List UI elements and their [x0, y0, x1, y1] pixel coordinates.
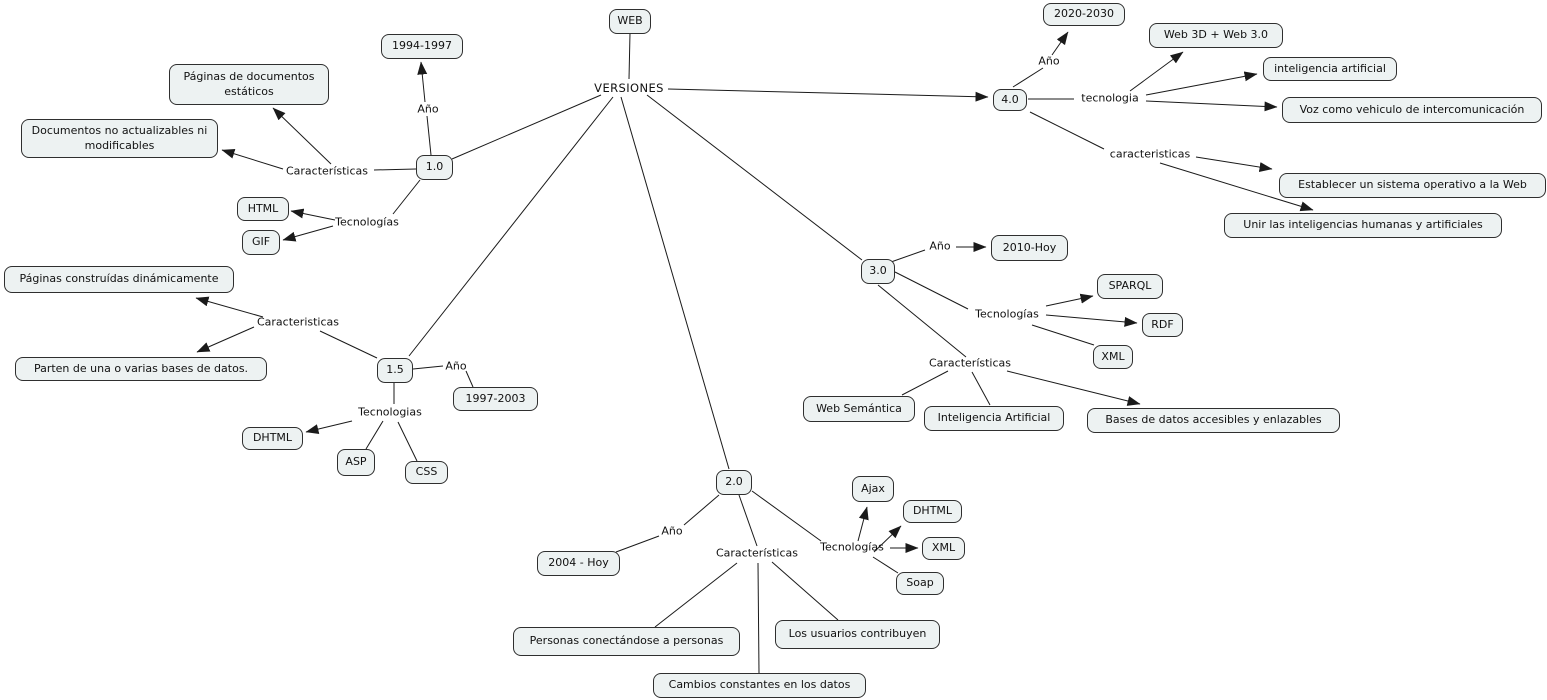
link-label-tecnologia-4-0[interactable]: tecnologia	[1081, 91, 1139, 105]
node-tecnologia-4-0-ia[interactable]: inteligencia artificial	[1263, 57, 1397, 81]
edge-versiones-v15	[409, 97, 613, 356]
edge-tecno-gif	[283, 226, 333, 240]
edge-tecno-css	[398, 422, 417, 461]
edge-versiones-v10	[452, 95, 601, 159]
node-tecnologia-1-0-html[interactable]: HTML	[237, 197, 289, 221]
edge-web-versiones	[629, 33, 630, 79]
edge-caract-parten	[197, 327, 254, 352]
edge-tecno-rdf	[1046, 315, 1137, 323]
node-tecnologia-1-5-css[interactable]: CSS	[405, 461, 448, 484]
edge-v40-caract	[1030, 112, 1104, 149]
node-tecnologia-3-0-xml[interactable]: XML	[1093, 345, 1133, 369]
edge-tecno-ajax	[858, 507, 867, 541]
edge-v30-tecno	[895, 272, 968, 309]
link-label-anio-1-0[interactable]: Año	[417, 102, 439, 116]
edge-tecno-soap	[873, 557, 898, 573]
node-year-1-5[interactable]: 1997-2003	[453, 387, 538, 411]
link-label-anio-2-0[interactable]: Año	[661, 524, 683, 538]
link-label-caracteristicas-1-5[interactable]: Caracteristicas	[256, 315, 340, 329]
link-label-tecnologias-2-0[interactable]: Tecnologías	[820, 540, 884, 554]
edge-tecno-ia2	[1146, 74, 1257, 95]
edge-caract-documentos	[222, 150, 283, 169]
edges-v30	[878, 247, 1140, 405]
node-version-2-0[interactable]: 2.0	[716, 470, 752, 495]
edge-v30-anio	[891, 250, 925, 262]
node-version-4-0[interactable]: 4.0	[993, 89, 1027, 111]
node-caracteristica-1-0-b[interactable]: Documentos no actualizables ni modificables	[21, 119, 218, 158]
edge-caract-ia	[972, 372, 990, 405]
node-tecnologia-3-0-sparql[interactable]: SPARQL	[1097, 274, 1163, 299]
link-label-caracteristicas-2-0[interactable]: Características	[715, 546, 799, 560]
edge-anio-1997	[466, 371, 473, 387]
node-year-2-0[interactable]: 2004 - Hoy	[537, 551, 620, 576]
edge-caract-cambios	[758, 563, 759, 673]
edge-tecno-html	[291, 211, 335, 220]
node-version-1-5[interactable]: 1.5	[377, 358, 413, 383]
edge-tecno-voz	[1146, 101, 1277, 107]
edge-v10-tecno	[393, 180, 420, 214]
edge-versiones-v30	[647, 95, 862, 260]
edge-versiones-v40	[668, 89, 988, 97]
node-caracteristica-1-5-b[interactable]: Parten de una o varias bases de datos.	[15, 357, 267, 381]
edge-v15-caract	[320, 331, 377, 358]
edge-tecno-sparql	[1046, 296, 1093, 306]
node-tecnologia-2-0-xml[interactable]: XML	[922, 537, 965, 560]
link-label-anio-3-0[interactable]: Año	[929, 239, 951, 253]
edge-v10-anio	[427, 116, 431, 155]
node-tecnologia-3-0-rdf[interactable]: RDF	[1142, 313, 1183, 337]
edge-v20-caract	[739, 495, 757, 546]
node-tecnologia-4-0-web3d[interactable]: Web 3D + Web 3.0	[1149, 23, 1283, 48]
edge-v10-caract	[374, 169, 416, 170]
edge-anio-1994	[421, 62, 425, 102]
link-label-caracteristicas-3-0[interactable]: Características	[928, 356, 1012, 370]
edge-tecno-dhtml	[306, 421, 352, 432]
edge-v20-anio	[684, 495, 719, 525]
node-tecnologia-2-0-ajax[interactable]: Ajax	[852, 476, 894, 502]
node-year-1-0[interactable]: 1994-1997	[381, 34, 463, 59]
node-tecnologia-1-0-gif[interactable]: GIF	[242, 230, 280, 255]
edge-v40-anio	[1013, 68, 1043, 87]
node-year-4-0[interactable]: 2020-2030	[1043, 3, 1125, 26]
node-tecnologia-2-0-soap[interactable]: Soap	[896, 572, 944, 595]
node-caracteristica-1-5-a[interactable]: Páginas construídas dinámicamente	[4, 266, 234, 293]
edge-v20-tecno	[752, 491, 821, 541]
node-caracteristica-4-0-a[interactable]: Establecer un sistema operativo a la Web	[1279, 173, 1546, 198]
edge-caract-personas	[655, 563, 737, 627]
node-caracteristica-2-0-a[interactable]: Personas conectándose a personas	[513, 627, 740, 656]
edge-caract-websemantica	[902, 371, 948, 395]
node-caracteristica-4-0-b[interactable]: Unir las inteligencias humanas y artificiales	[1224, 213, 1502, 238]
node-tecnologia-2-0-dhtml[interactable]: DHTML	[903, 500, 962, 523]
edge-caract-paginas-estaticos	[273, 108, 331, 164]
edge-anio-2020	[1052, 32, 1068, 55]
node-version-1-0[interactable]: 1.0	[416, 155, 453, 180]
node-web[interactable]: WEB	[609, 9, 651, 34]
node-caracteristica-2-0-c[interactable]: Los usuarios contribuyen	[775, 620, 940, 649]
edge-tecno-asp	[366, 421, 383, 449]
link-label-tecnologias-3-0[interactable]: Tecnologías	[975, 307, 1039, 321]
link-label-tecnologias-1-5[interactable]: Tecnologias	[358, 405, 422, 419]
edge-caract-usuarios	[772, 562, 838, 620]
node-year-3-0[interactable]: 2010-Hoy	[991, 235, 1068, 261]
edge-caract-bases	[1007, 371, 1140, 404]
edge-caract-paginas-dinamicas	[196, 298, 263, 317]
edge-caract-establecer	[1196, 157, 1272, 169]
edge-versiones-v20	[621, 97, 729, 469]
node-tecnologia-1-5-dhtml[interactable]: DHTML	[242, 427, 303, 450]
node-caracteristica-3-0-c[interactable]: Bases de datos accesibles y enlazables	[1087, 408, 1340, 433]
node-tecnologia-4-0-voz[interactable]: Voz como vehiculo de intercomunicación	[1282, 97, 1542, 123]
node-tecnologia-1-5-asp[interactable]: ASP	[337, 449, 375, 476]
link-label-tecnologias-1-0[interactable]: Tecnologías	[335, 215, 399, 229]
edge-v30-caract	[878, 285, 966, 357]
edge-tecno-xml3	[1032, 325, 1094, 345]
node-caracteristica-3-0-b[interactable]: Inteligencia Artificial	[924, 406, 1064, 431]
node-caracteristica-1-0-a[interactable]: Páginas de documentos estáticos	[169, 64, 329, 105]
node-versiones[interactable]: VERSIONES	[594, 81, 664, 95]
node-caracteristica-2-0-b[interactable]: Cambios constantes en los datos	[653, 673, 866, 698]
edge-tecno-web3d	[1130, 52, 1183, 91]
link-label-caracteristicas-1-0[interactable]: Características	[285, 164, 369, 178]
link-label-anio-1-5[interactable]: Año	[445, 359, 467, 373]
link-label-anio-4-0[interactable]: Año	[1038, 54, 1060, 68]
link-label-caracteristicas-4-0[interactable]: caracteristicas	[1109, 147, 1191, 161]
edge-anio-2004	[616, 536, 659, 552]
edge-v15-anio	[413, 366, 443, 369]
node-version-3-0[interactable]: 3.0	[861, 259, 895, 284]
node-caracteristica-3-0-a[interactable]: Web Semántica	[803, 396, 915, 422]
